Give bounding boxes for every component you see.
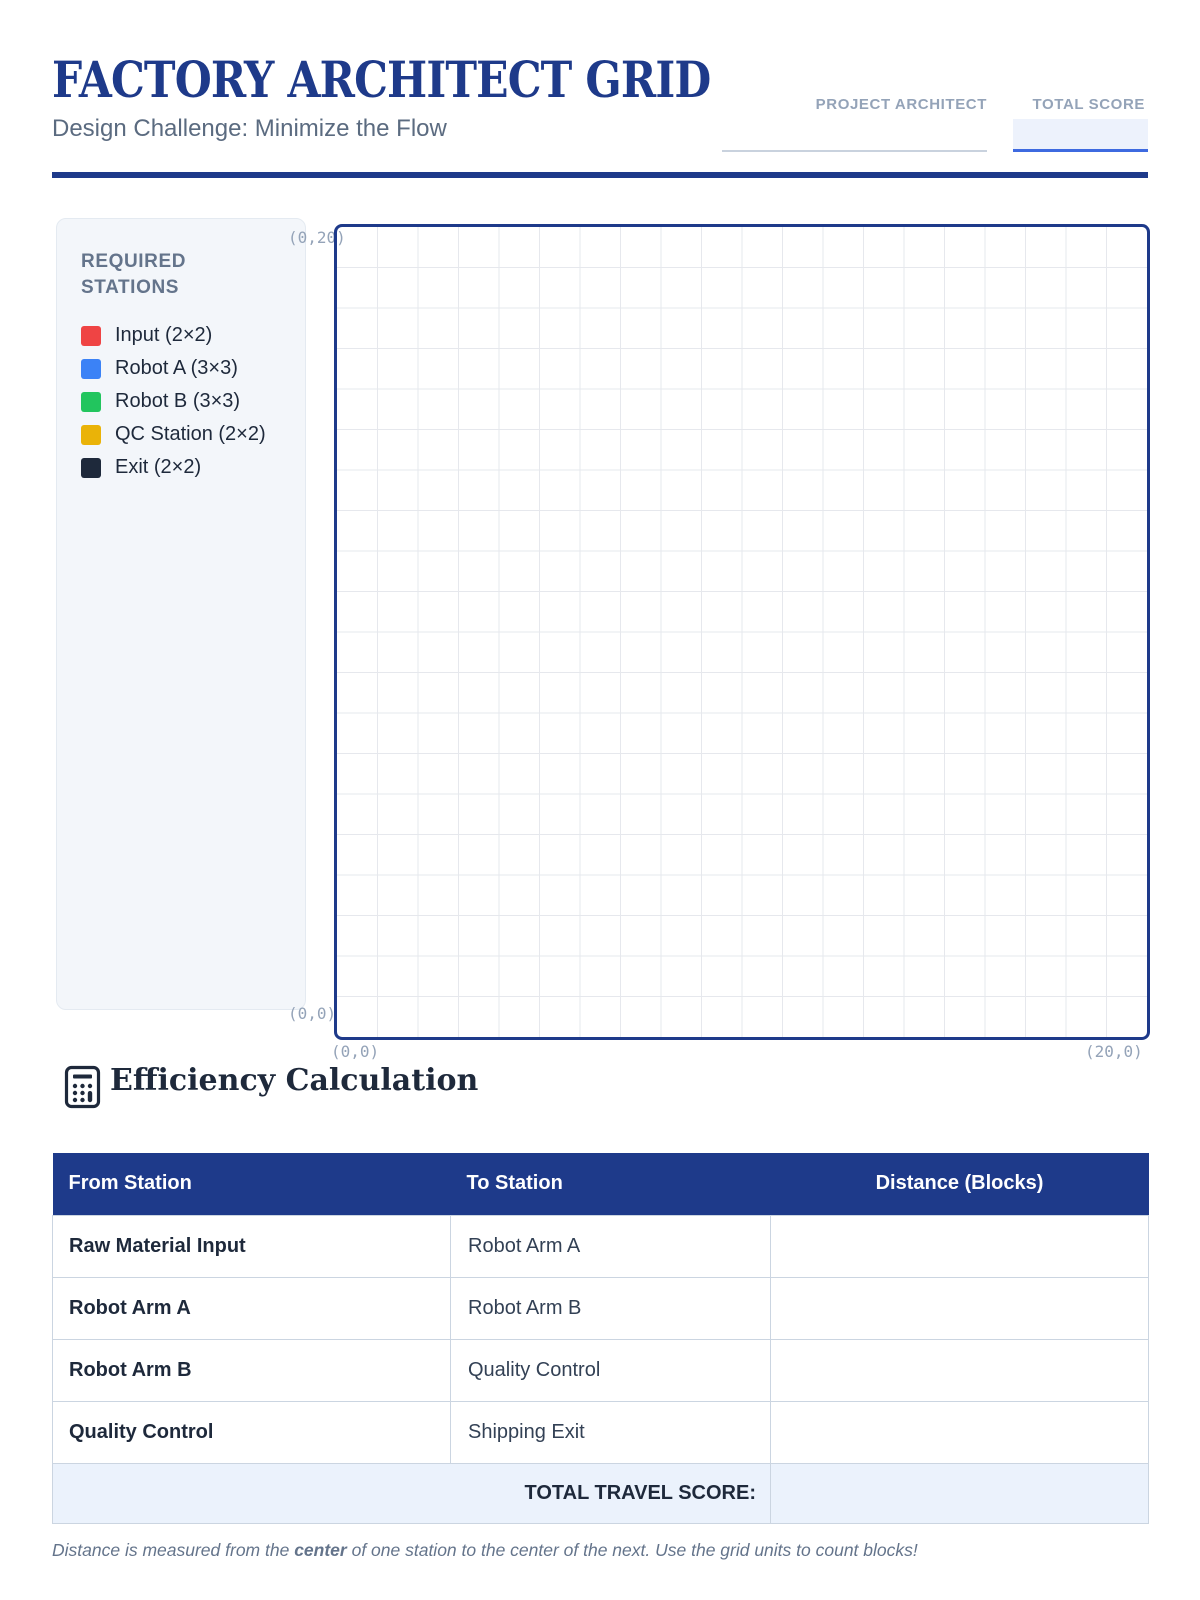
- header-distance-blocks: Distance (Blocks): [771, 1153, 1149, 1215]
- legend-item-input: [81, 319, 283, 352]
- from-station-cell: Quality Control: [53, 1401, 451, 1463]
- table-row: [53, 1215, 1149, 1277]
- efficiency-table: [52, 1153, 1149, 1524]
- exit-color-chip: [81, 458, 101, 478]
- from-station-cell: Robot Arm B: [53, 1339, 451, 1401]
- legend-item-label: Input (2×2): [115, 324, 213, 347]
- legend-item-label: Robot A (3×3): [115, 357, 238, 380]
- legend-item-label: Exit (2×2): [115, 456, 202, 479]
- table-row: [53, 1339, 1149, 1401]
- distance-input-cell[interactable]: [771, 1339, 1149, 1401]
- header-from-station: From Station: [53, 1153, 451, 1215]
- robot-b-color-chip: [81, 392, 101, 412]
- factory-grid-canvas[interactable]: [337, 227, 1147, 1037]
- total-score-label: TOTAL SCORE: [1032, 96, 1145, 113]
- total-score-input[interactable]: [1013, 119, 1148, 152]
- efficiency-calculation-heading: Efficiency Calculation: [110, 1063, 479, 1098]
- from-station-cell: Raw Material Input: [53, 1215, 451, 1277]
- qc-station-color-chip: [81, 425, 101, 445]
- legend-item-label: QC Station (2×2): [115, 423, 266, 446]
- grid-coord-bottom-right: (20,0): [1085, 1042, 1143, 1061]
- distance-input-cell[interactable]: [771, 1277, 1149, 1339]
- note-text: Distance is measured from the: [52, 1540, 295, 1560]
- total-travel-score-label: TOTAL TRAVEL SCORE:: [53, 1463, 771, 1523]
- project-architect-input[interactable]: [722, 150, 987, 152]
- page-subtitle: Design Challenge: Minimize the Flow: [52, 115, 447, 142]
- total-travel-score-row: [53, 1463, 1149, 1523]
- note-bold-word: center: [294, 1540, 347, 1560]
- grid-coord-origin: (0,0): [331, 1042, 380, 1061]
- legend-item-robot-b: [81, 385, 283, 418]
- distance-input-cell[interactable]: [771, 1215, 1149, 1277]
- table-header-row: [53, 1153, 1149, 1215]
- to-station-cell: Robot Arm A: [451, 1215, 771, 1277]
- legend-item-qc-station: [81, 418, 283, 451]
- table-row: [53, 1401, 1149, 1463]
- to-station-cell: Quality Control: [451, 1339, 771, 1401]
- from-station-cell: Robot Arm A: [53, 1277, 451, 1339]
- grid-coord-top-left: (0,20): [288, 228, 346, 247]
- calculator-icon: [62, 1065, 103, 1109]
- distance-input-cell[interactable]: [771, 1401, 1149, 1463]
- legend-item-label: Robot B (3×3): [115, 390, 241, 413]
- grid-lines: [337, 227, 1147, 1037]
- to-station-cell: Robot Arm B: [451, 1277, 771, 1339]
- legend-title: REQUIRED STATIONS: [81, 251, 187, 299]
- input-color-chip: [81, 326, 101, 346]
- project-architect-label: PROJECT ARCHITECT: [815, 96, 987, 113]
- note-text: of one station to the center of the next. Use the grid units to count blocks!: [346, 1540, 918, 1560]
- header-divider: [52, 172, 1148, 178]
- legend-item-robot-a: [81, 352, 283, 385]
- grid-coord-left-origin: (0,0): [288, 1004, 337, 1023]
- distance-note: [52, 1540, 918, 1561]
- table-row: [53, 1277, 1149, 1339]
- robot-a-color-chip: [81, 359, 101, 379]
- total-travel-score-input-cell[interactable]: [771, 1463, 1149, 1523]
- required-stations-panel: [56, 218, 306, 1010]
- legend-item-exit: [81, 451, 283, 484]
- page-title: FACTORY ARCHITECT GRID: [52, 50, 711, 109]
- to-station-cell: Shipping Exit: [451, 1401, 771, 1463]
- header-to-station: To Station: [451, 1153, 771, 1215]
